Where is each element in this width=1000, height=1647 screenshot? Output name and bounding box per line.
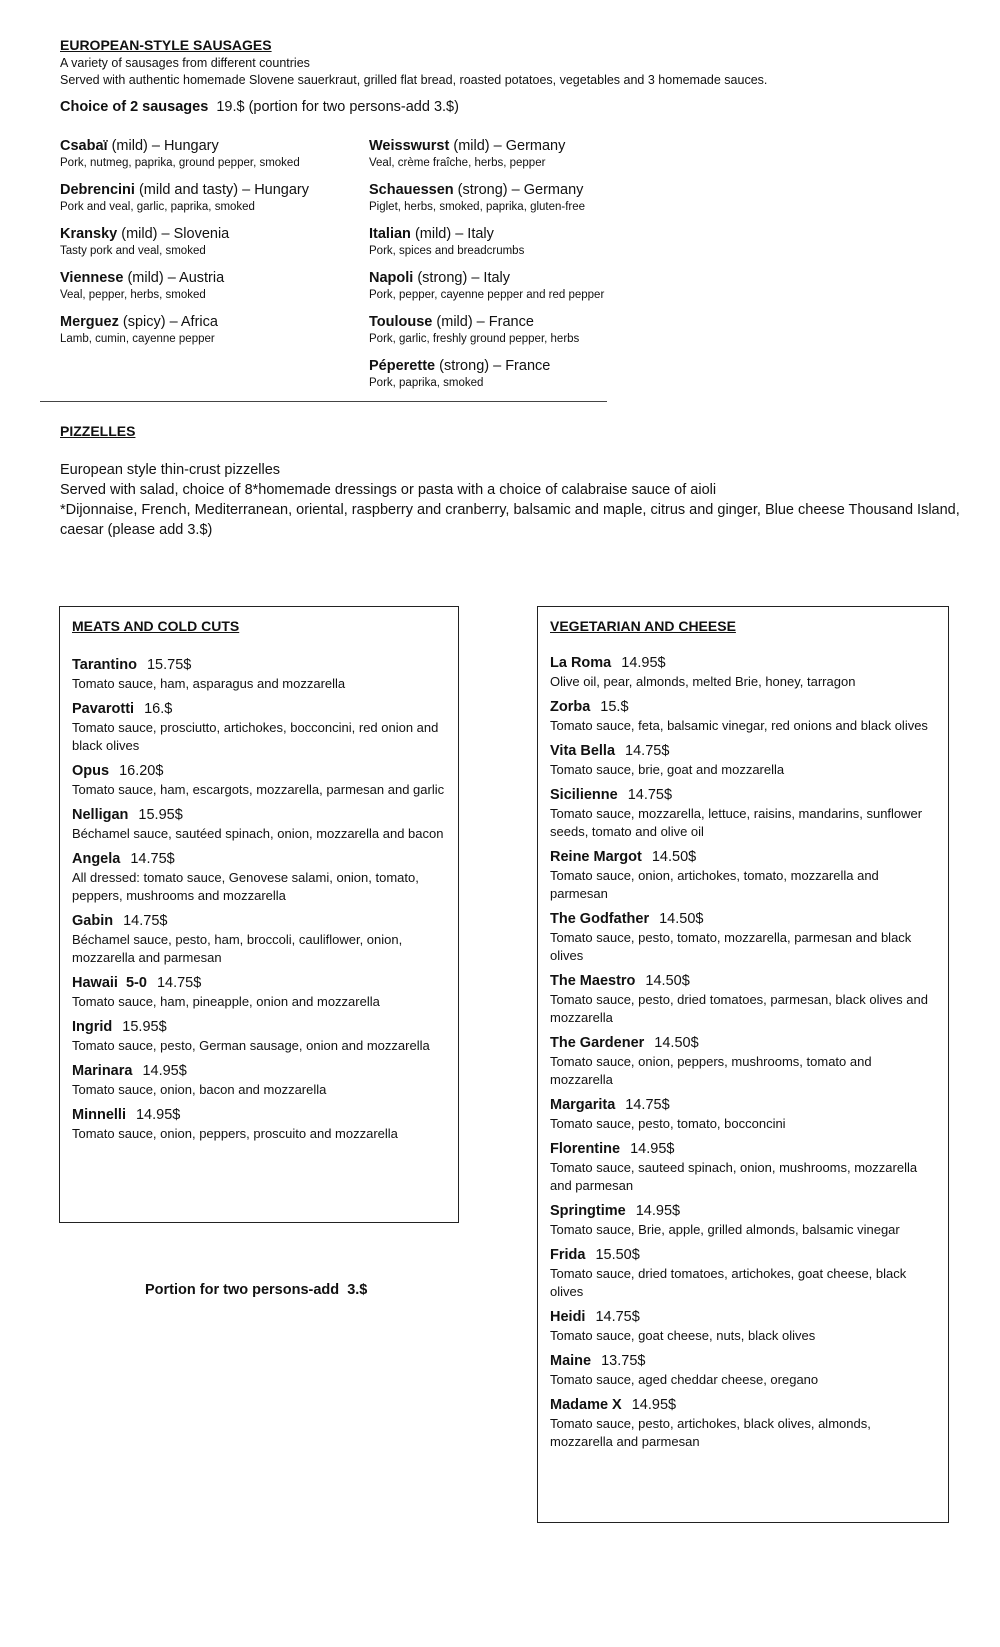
pizza-desc: Tomato sauce, sauteed spinach, onion, mushrooms, mozzarella and parmesan xyxy=(550,1160,918,1193)
portion-note: Portion for two persons-add 3.$ xyxy=(145,1282,368,1298)
pizza-price: 14.75$ xyxy=(625,1097,670,1113)
pizza-price: 16.20$ xyxy=(119,763,164,779)
pizza-name: Madame X xyxy=(550,1397,622,1413)
pizza-desc: Tomato sauce, Brie, apple, grilled almonds, balsamic vinegar xyxy=(550,1222,900,1237)
sausage-origin: (strong) – France xyxy=(439,358,551,374)
pizza-name: La Roma xyxy=(550,655,612,671)
pizzelles-intro xyxy=(60,460,960,540)
pizza-item xyxy=(550,1307,936,1345)
pizza-item xyxy=(72,761,446,799)
pizza-desc: Tomato sauce, feta, balsamic vinegar, red onions and black olives xyxy=(550,718,928,733)
pizza-desc: Béchamel sauce, pesto, ham, broccoli, cauliflower, onion, mozzarella and parmesan xyxy=(72,932,403,965)
pizza-desc: Tomato sauce, pesto, tomato, mozzarella, parmesan and black olives xyxy=(550,930,912,963)
sausage-desc: Pork, nutmeg, paprika, ground pepper, smoked xyxy=(60,157,300,169)
sausages-heading: EUROPEAN-STYLE SAUSAGES xyxy=(60,37,272,53)
sausage-origin: (mild) – Italy xyxy=(414,226,494,242)
pizzelles-section xyxy=(60,423,960,540)
sausage-name: Merguez xyxy=(60,314,119,330)
pizza-price: 14.95$ xyxy=(142,1063,187,1079)
sausages-intro-1: A variety of sausages from different countries xyxy=(60,56,310,70)
pizza-name: Hawaii 5-0 xyxy=(72,975,147,991)
pizza-item xyxy=(72,973,446,1011)
pizza-price: 14.95$ xyxy=(135,1107,181,1123)
sausage-item xyxy=(369,181,689,225)
pizza-item xyxy=(550,1033,936,1089)
pizza-name: Angela xyxy=(72,851,121,867)
pizza-price: 14.75$ xyxy=(130,851,175,867)
pizza-desc: Tomato sauce, prosciutto, artichokes, bocconcini, red onion and black olives xyxy=(72,720,439,753)
sausages-section xyxy=(60,37,960,115)
pizza-item xyxy=(550,1395,936,1451)
pizza-item xyxy=(550,1351,936,1389)
pizza-item xyxy=(550,909,936,965)
pizza-desc: Tomato sauce, pesto, tomato, bocconcini xyxy=(550,1116,786,1131)
choice-price: 19.$ (portion for two persons-add 3.$) xyxy=(216,99,459,115)
pizza-name: The Godfather xyxy=(550,911,650,927)
pizza-price: 15.50$ xyxy=(595,1247,640,1263)
sausage-name: Weisswurst xyxy=(369,138,450,154)
sausage-origin: (mild) – France xyxy=(436,314,534,330)
pizza-item xyxy=(550,1095,936,1133)
pizza-desc: Tomato sauce, ham, asparagus and mozzarella xyxy=(72,676,346,691)
pizza-desc: Tomato sauce, dried tomatoes, artichokes, goat cheese, black olives xyxy=(550,1266,907,1299)
pizza-desc: Béchamel sauce, sautéed spinach, onion, mozzarella and bacon xyxy=(72,826,444,841)
sausage-item xyxy=(369,313,689,357)
pizza-price: 14.75$ xyxy=(123,913,168,929)
sausage-origin: (strong) – Germany xyxy=(457,182,584,198)
vegetarian-title: VEGETARIAN AND CHEESE xyxy=(550,618,736,634)
pizza-desc: Tomato sauce, mozzarella, lettuce, raisins, mandarins, sunflower seeds, tomato and olive oil xyxy=(550,806,923,839)
sausage-item xyxy=(60,313,360,357)
sausage-item xyxy=(60,269,360,313)
sausage-item xyxy=(369,225,689,269)
pizza-desc: Tomato sauce, brie, goat and mozzarella xyxy=(550,762,785,777)
pizza-desc: Tomato sauce, onion, peppers, proscuito and mozzarella xyxy=(72,1126,398,1141)
section-divider xyxy=(40,401,607,402)
sausage-item xyxy=(60,225,360,269)
pizza-price: 14.75$ xyxy=(627,787,673,803)
sausage-origin: (mild) – Slovenia xyxy=(121,226,230,242)
pizza-name: Ingrid xyxy=(72,1019,113,1035)
pizza-price: 14.75$ xyxy=(595,1309,640,1325)
pizza-price: 14.95$ xyxy=(631,1397,677,1413)
sausage-origin: (strong) – Italy xyxy=(417,270,511,286)
pizzelles-line-3: *Dijonnaise, French, Mediterranean, oriental, raspberry and cranberry, balsamic and maple, citrus and ginger, Blue cheese Thousand Island, caesar (please add 3.$) xyxy=(60,502,960,538)
pizza-name: Maine xyxy=(550,1353,592,1369)
sausage-desc: Pork, spices and breadcrumbs xyxy=(369,245,525,257)
sausages-choice xyxy=(60,99,960,115)
pizza-item xyxy=(550,847,936,903)
pizzelles-line-2: Served with salad, choice of 8*homemade dressings or pasta with a choice of calabraise sauce of aioli xyxy=(60,482,717,498)
sausage-name: Péperette xyxy=(369,358,436,374)
pizza-item xyxy=(550,1201,936,1239)
pizza-item xyxy=(550,697,936,735)
sausage-origin: (mild and tasty) – Hungary xyxy=(138,182,310,198)
sausage-desc: Veal, pepper, herbs, smoked xyxy=(60,289,206,301)
pizza-price: 14.50$ xyxy=(654,1035,699,1051)
pizza-price: 14.75$ xyxy=(156,975,202,991)
sausage-desc: Pork, paprika, smoked xyxy=(369,377,484,389)
pizza-price: 14.50$ xyxy=(659,911,704,927)
sausage-origin: (mild) – Germany xyxy=(453,138,566,154)
pizza-item xyxy=(72,911,446,967)
pizza-desc: Tomato sauce, aged cheddar cheese, oregano xyxy=(550,1372,819,1387)
pizza-desc: Tomato sauce, onion, peppers, mushrooms, tomato and mozzarella xyxy=(550,1054,872,1087)
pizza-desc: Tomato sauce, pesto, German sausage, onion and mozzarella xyxy=(72,1038,430,1053)
pizza-item xyxy=(72,849,446,905)
sausage-desc: Piglet, herbs, smoked, paprika, gluten-free xyxy=(369,201,586,213)
pizza-desc: Tomato sauce, ham, escargots, mozzarella, parmesan and garlic xyxy=(72,782,445,797)
pizza-item xyxy=(550,785,936,841)
pizza-item xyxy=(550,1139,936,1195)
pizza-desc: Tomato sauce, ham, pineapple, onion and mozzarella xyxy=(72,994,380,1009)
pizza-price: 15.95$ xyxy=(122,1019,167,1035)
sausage-name: Csabaï xyxy=(60,138,108,154)
pizza-price: 14.95$ xyxy=(635,1203,681,1219)
sausage-name: Napoli xyxy=(369,270,414,286)
pizza-name: The Gardener xyxy=(550,1035,645,1051)
pizza-price: 14.50$ xyxy=(645,973,690,989)
pizza-item xyxy=(72,805,446,843)
pizza-name: Sicilienne xyxy=(550,787,618,803)
sausage-name: Debrencini xyxy=(60,182,135,198)
sausage-desc: Pork, garlic, freshly ground pepper, herbs xyxy=(369,333,580,345)
pizza-item xyxy=(550,653,936,691)
pizza-name: Florentine xyxy=(550,1141,621,1157)
sausage-item xyxy=(369,137,689,181)
pizza-price: 14.95$ xyxy=(621,655,666,671)
pizza-price: 15.$ xyxy=(600,699,629,715)
pizza-price: 15.95$ xyxy=(138,807,183,823)
pizza-desc: Tomato sauce, goat cheese, nuts, black olives xyxy=(550,1328,816,1343)
pizza-desc: Tomato sauce, onion, bacon and mozzarella xyxy=(72,1082,327,1097)
vegetarian-box xyxy=(537,606,949,1523)
pizza-name: The Maestro xyxy=(550,973,636,989)
pizza-desc: All dressed: tomato sauce, Genovese salami, onion, tomato, peppers, mushrooms and mozzarella xyxy=(72,870,419,903)
pizza-desc: Olive oil, pear, almonds, melted Brie, honey, tarragon xyxy=(550,674,856,689)
pizza-item xyxy=(550,1245,936,1301)
pizza-item xyxy=(550,971,936,1027)
sausage-desc: Pork, pepper, cayenne pepper and red pepper xyxy=(369,289,605,301)
sausage-origin: (mild) – Hungary xyxy=(111,138,219,154)
pizza-item xyxy=(72,655,446,693)
pizza-name: Tarantino xyxy=(72,657,137,673)
pizza-desc: Tomato sauce, pesto, dried tomatoes, parmesan, black olives and mozzarella xyxy=(550,992,928,1025)
pizza-item xyxy=(72,699,446,755)
meats-title: MEATS AND COLD CUTS xyxy=(72,618,240,634)
sausages-intro-2: Served with authentic homemade Slovene sauerkraut, grilled flat bread, roasted potatoes, vegetables and 3 homemade sauces. xyxy=(60,73,768,87)
pizza-name: Zorba xyxy=(550,699,591,715)
pizza-name: Margarita xyxy=(550,1097,616,1113)
sausage-list-left xyxy=(60,137,360,357)
choice-label: Choice of 2 sausages xyxy=(60,99,209,115)
pizzelles-heading: PIZZELLES xyxy=(60,423,136,439)
sausage-name: Italian xyxy=(369,226,411,242)
pizza-name: Springtime xyxy=(550,1203,626,1219)
sausage-desc: Tasty pork and veal, smoked xyxy=(60,245,206,257)
pizzelles-line-1: European style thin-crust pizzelles xyxy=(60,462,281,478)
sausage-item xyxy=(369,357,689,401)
pizza-price: 16.$ xyxy=(144,701,173,717)
meats-box xyxy=(59,606,459,1223)
sausage-desc: Veal, crème fraîche, herbs, pepper xyxy=(369,157,546,169)
pizza-desc: Tomato sauce, pesto, artichokes, black olives, almonds, mozzarella and parmesan xyxy=(550,1416,871,1449)
pizza-price: 14.95$ xyxy=(630,1141,675,1157)
sausage-item xyxy=(60,181,360,225)
pizza-name: Opus xyxy=(72,763,110,779)
pizza-name: Minnelli xyxy=(72,1107,126,1123)
pizza-name: Nelligan xyxy=(72,807,129,823)
sausage-list-right xyxy=(369,137,689,401)
pizza-name: Vita Bella xyxy=(550,743,616,759)
pizza-name: Reine Margot xyxy=(550,849,642,865)
sausage-desc: Pork and veal, garlic, paprika, smoked xyxy=(60,201,255,213)
pizza-name: Pavarotti xyxy=(72,701,135,717)
sausage-origin: (mild) – Austria xyxy=(127,270,225,286)
pizza-name: Gabin xyxy=(72,913,114,929)
pizza-item xyxy=(72,1017,446,1055)
pizza-price: 13.75$ xyxy=(601,1353,646,1369)
pizza-item xyxy=(72,1061,446,1099)
sausage-origin: (spicy) – Africa xyxy=(122,314,218,330)
pizza-price: 14.75$ xyxy=(625,743,670,759)
sausage-name: Viennese xyxy=(60,270,124,286)
sausage-name: Kransky xyxy=(60,226,118,242)
sausage-name: Schauessen xyxy=(369,182,454,198)
sausage-name: Toulouse xyxy=(369,314,433,330)
sausage-item xyxy=(60,137,360,181)
sausage-desc: Lamb, cumin, cayenne pepper xyxy=(60,333,215,345)
pizza-name: Heidi xyxy=(550,1309,586,1325)
pizza-desc: Tomato sauce, onion, artichokes, tomato, mozzarella and parmesan xyxy=(550,868,879,901)
pizza-name: Marinara xyxy=(72,1063,133,1079)
pizza-price: 15.75$ xyxy=(146,657,192,673)
pizza-item xyxy=(550,741,936,779)
sausage-item xyxy=(369,269,689,313)
pizza-item xyxy=(72,1105,446,1143)
pizza-name: Frida xyxy=(550,1247,586,1263)
pizza-price: 14.50$ xyxy=(651,849,697,865)
